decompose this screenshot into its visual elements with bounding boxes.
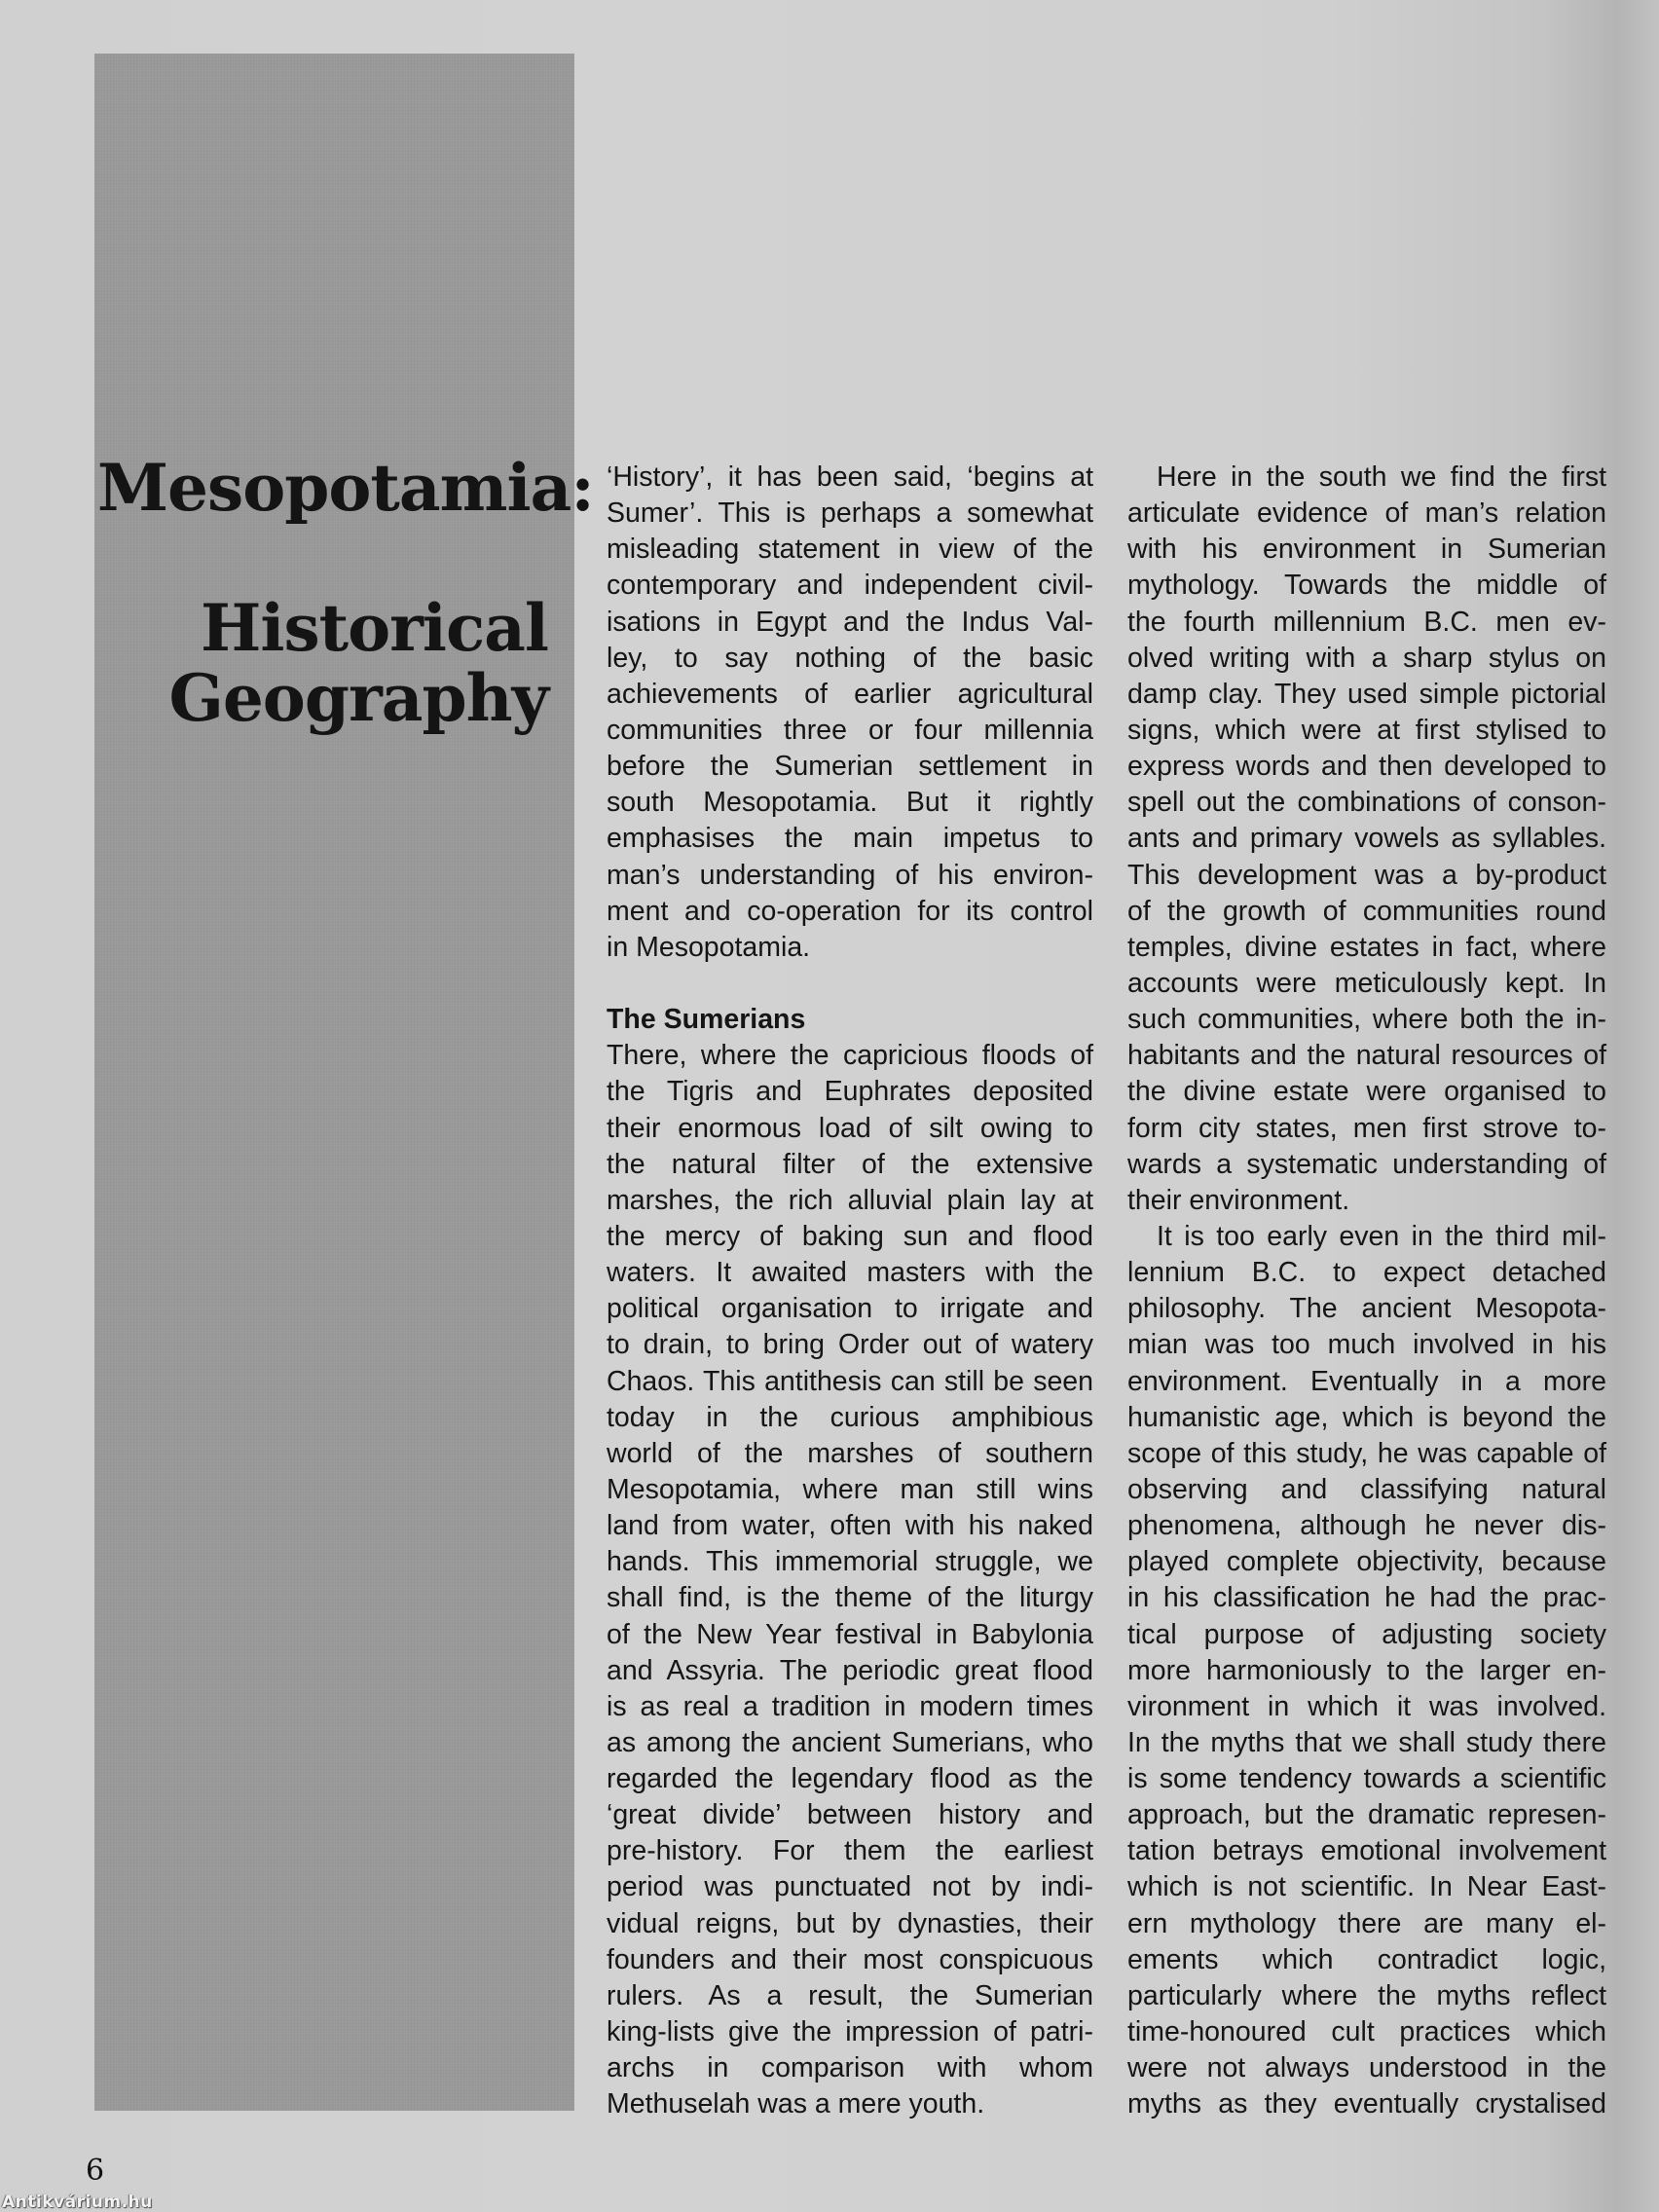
text-line: olved writing with a sharp stylus on bbox=[1127, 642, 1606, 674]
paragraph-writing bbox=[1127, 460, 1606, 1219]
text-line: their enormous load of silt owing to bbox=[607, 1112, 1093, 1144]
text-line: mian was too much involved in his bbox=[1127, 1329, 1606, 1361]
text-column-right bbox=[1127, 460, 1606, 2122]
text-line: misleading statement in view of the bbox=[607, 534, 1093, 566]
text-line: This development was a by-product bbox=[1127, 859, 1606, 891]
text-line: phenomena, although he never dis- bbox=[1127, 1510, 1606, 1542]
text-line: philosophy. The ancient Mesopota- bbox=[1127, 1293, 1606, 1325]
text-line: environment. Eventually in a more bbox=[1127, 1365, 1606, 1397]
text-line: contemporary and independent civil- bbox=[607, 570, 1093, 602]
text-line: lennium B.C. to expect detached bbox=[1127, 1257, 1606, 1289]
text-line: of the growth of communities round bbox=[1127, 895, 1606, 927]
text-line: myths as they eventually crystalised bbox=[1127, 2088, 1606, 2120]
page-number: 6 bbox=[86, 2154, 105, 2188]
text-line: habitants and the natural resources of bbox=[1127, 1040, 1606, 1072]
text-line: damp clay. They used simple pictorial bbox=[1127, 678, 1606, 710]
text-line: wards a systematic understanding of bbox=[1127, 1148, 1606, 1180]
text-line: the mercy of baking sun and flood bbox=[607, 1220, 1093, 1252]
chapter-title-line-1: Mesopotamia: bbox=[97, 450, 594, 526]
text-line: played complete objectivity, because bbox=[1127, 1546, 1606, 1578]
text-line: such communities, where both the in- bbox=[1127, 1004, 1606, 1036]
text-line: spell out the combinations of conson- bbox=[1127, 787, 1606, 819]
paragraph-intro bbox=[607, 460, 1093, 966]
text-line: marshes, the rich alluvial plain lay at bbox=[607, 1184, 1093, 1216]
text-line: man’s understanding of his environ- bbox=[607, 859, 1093, 891]
text-line: scope of this study, he was capable of bbox=[1127, 1437, 1606, 1469]
text-line: rulers. As a result, the Sumerian bbox=[607, 1979, 1093, 2011]
text-line: vironment in which it was involved. bbox=[1127, 1690, 1606, 1722]
text-line: shall find, is the theme of the liturgy bbox=[607, 1582, 1093, 1614]
text-line: signs, which were at first stylised to bbox=[1127, 714, 1606, 746]
text-line: time-honoured cult practices which bbox=[1127, 2016, 1606, 2048]
text-line: There, where the capricious floods of bbox=[607, 1040, 1093, 1072]
text-line: Chaos. This antithesis can still be seen bbox=[607, 1365, 1093, 1397]
text-line: with his environment in Sumerian bbox=[1127, 534, 1606, 566]
text-line: hands. This immemorial struggle, we bbox=[607, 1546, 1093, 1578]
text-line: humanistic age, which is beyond the bbox=[1127, 1401, 1606, 1433]
text-line: communities three or four millennia bbox=[607, 714, 1093, 746]
text-line: temples, divine estates in fact, where bbox=[1127, 931, 1606, 963]
text-line: before the Sumerian settlement in bbox=[607, 751, 1093, 783]
text-line: archs in comparison with whom bbox=[607, 2052, 1093, 2084]
text-line: ‘History’, it has been said, ‘begins at bbox=[607, 461, 1093, 493]
text-line: the divine estate were organised to bbox=[1127, 1076, 1606, 1108]
text-line: the Tigris and Euphrates deposited bbox=[607, 1076, 1093, 1108]
text-line: their environment. bbox=[1127, 1184, 1350, 1216]
chapter-title-line-3: Geography bbox=[168, 660, 548, 736]
text-line: isations in Egypt and the Indus Val- bbox=[607, 606, 1093, 638]
text-line: ‘great divide’ between history and bbox=[607, 1799, 1093, 1831]
text-line: accounts were meticulously kept. In bbox=[1127, 967, 1606, 999]
text-line: Sumer’. This is perhaps a somewhat bbox=[607, 498, 1093, 530]
text-line: king-lists give the impression of patri- bbox=[607, 2016, 1093, 2048]
text-line: Mesopotamia, where man still wins bbox=[607, 1473, 1093, 1505]
text-line: were not always understood in the bbox=[1127, 2052, 1606, 2084]
text-line: tical purpose of adjusting society bbox=[1127, 1618, 1606, 1650]
text-line: achievements of earlier agricultural bbox=[607, 678, 1093, 710]
text-line: political organisation to irrigate and bbox=[607, 1293, 1093, 1325]
section-heading: The Sumerians bbox=[607, 1004, 806, 1036]
text-line: founders and their most conspicuous bbox=[607, 1943, 1093, 1975]
text-line: to drain, to bring Order out of watery bbox=[607, 1329, 1093, 1361]
text-line: which is not scientific. In Near East- bbox=[1127, 1871, 1606, 1903]
text-line: of the New Year festival in Babylonia bbox=[607, 1618, 1093, 1650]
paragraph-philosophy bbox=[1127, 1219, 1606, 2123]
text-line: ements which contradict logic, bbox=[1127, 1943, 1606, 1975]
text-line: form city states, men first strove to- bbox=[1127, 1112, 1606, 1144]
text-column-left bbox=[607, 460, 1093, 2122]
text-line: pre-history. For them the earliest bbox=[607, 1835, 1093, 1867]
title-panel bbox=[94, 54, 594, 2111]
text-line: In the myths that we shall study there bbox=[1127, 1726, 1606, 1758]
text-line: vidual reigns, but by dynasties, their bbox=[607, 1907, 1093, 1939]
text-line: is some tendency towards a scientific bbox=[1127, 1763, 1606, 1795]
text-line: express words and then developed to bbox=[1127, 751, 1606, 783]
text-line: Here in the south we find the first bbox=[1157, 461, 1606, 493]
text-line: in Mesopotamia. bbox=[607, 931, 811, 963]
text-line: particularly where the myths reflect bbox=[1127, 1979, 1606, 2011]
text-line: It is too early even in the third mil- bbox=[1157, 1220, 1606, 1252]
text-line: mythology. Towards the middle of bbox=[1127, 570, 1606, 602]
text-line: articulate evidence of man’s relation bbox=[1127, 498, 1606, 530]
text-line: waters. It awaited masters with the bbox=[607, 1257, 1093, 1289]
text-line: is as real a tradition in modern times bbox=[607, 1690, 1093, 1722]
text-line: observing and classifying natural bbox=[1127, 1473, 1606, 1505]
text-line: approach, but the dramatic represen- bbox=[1127, 1799, 1606, 1831]
chapter-title-line-2: Historical bbox=[201, 590, 548, 666]
text-line: ment and co-operation for its control bbox=[607, 895, 1093, 927]
spacer bbox=[607, 966, 1093, 1002]
text-line: the natural filter of the extensive bbox=[607, 1148, 1093, 1180]
text-line: ants and primary vowels as syllables. bbox=[1127, 823, 1606, 855]
paragraph-sumerians bbox=[607, 1038, 1093, 2122]
text-line: in his classification he had the prac- bbox=[1127, 1582, 1606, 1614]
text-line: the fourth millennium B.C. men ev- bbox=[1127, 606, 1606, 638]
text-line: regarded the legendary flood as the bbox=[607, 1763, 1093, 1795]
watermark: Antikvárium.hu bbox=[2, 2193, 153, 2212]
text-line: as among the ancient Sumerians, who bbox=[607, 1726, 1093, 1758]
text-line: more harmoniously to the larger en- bbox=[1127, 1654, 1606, 1686]
text-line: today in the curious amphibious bbox=[607, 1401, 1093, 1433]
text-line: Methuselah was a mere youth. bbox=[607, 2088, 985, 2120]
text-line: world of the marshes of southern bbox=[607, 1437, 1093, 1469]
text-line: ern mythology there are many el- bbox=[1127, 1907, 1606, 1939]
text-line: period was punctuated not by indi- bbox=[607, 1871, 1093, 1903]
text-line: ley, to say nothing of the basic bbox=[607, 642, 1093, 674]
text-line: emphasises the main impetus to bbox=[607, 823, 1093, 855]
text-line: tation betrays emotional involvement bbox=[1127, 1835, 1606, 1867]
text-line: south Mesopotamia. But it rightly bbox=[607, 787, 1093, 819]
text-line: and Assyria. The periodic great flood bbox=[607, 1654, 1093, 1686]
text-line: land from water, often with his naked bbox=[607, 1510, 1093, 1542]
